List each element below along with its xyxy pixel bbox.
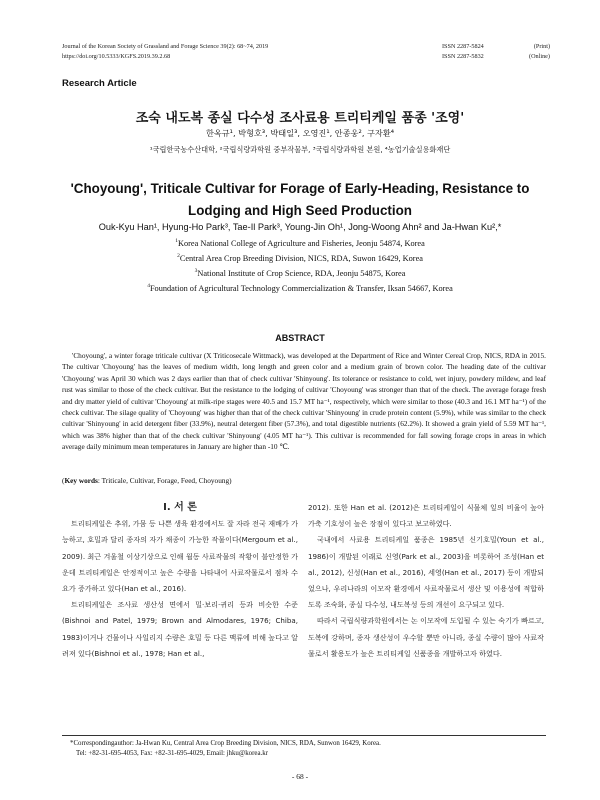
corresponding-author-footnote bbox=[70, 739, 540, 759]
affiliation-2-text: Central Area Crop Breeding Division, NICS, RDA, Suwon 16429, Korea bbox=[179, 254, 423, 263]
journal-citation: Journal of the Korean Society of Grassland and Forage Science 39(2): 68~74, 2019 bbox=[62, 43, 269, 50]
affiliation-2 bbox=[0, 254, 600, 263]
body-column-left bbox=[62, 500, 298, 662]
korean-title: 조숙 내도복 종실 다수성 조사료용 트리티케일 품종 '조영' bbox=[135, 111, 465, 126]
korean-affiliations: ¹국립한국농수산대학, ²국립식량과학원 중부작물부, ³국립식량과학원 본원, ⁴농업기술실용화재단 bbox=[149, 145, 451, 154]
affiliation-4-text: Foundation of Agricultural Technology Commercialization & Transfer, Iksan 54667, Korea bbox=[149, 284, 453, 293]
intro-paragraph-4: 따라서 국립식량과학원에서는 논 이모작에 도입될 수 있는 숙기가 빠르고, 도복에 강하며, 종자 생산성이 우수할 뿐만 아니라, 종실 수량이 많아 사료작물로서 활용도가 높은 트리티케일 신품종을 개발하고자 하였다. bbox=[308, 616, 544, 658]
journal-header bbox=[62, 42, 550, 62]
footnote-line-1: *Correspondingauthor: Ja-Hwan Ku, Central Area Crop Breeding Division, NICS, RDA, Sunwon 16429, Korea. bbox=[70, 740, 381, 747]
page-number: - 68 - bbox=[291, 772, 309, 781]
issn-print-label: (Print) bbox=[533, 43, 550, 50]
keywords: (Key words: Triticale, Cultivar, Forage, Feed, Choyoung) bbox=[62, 476, 232, 485]
footnote-divider bbox=[62, 735, 546, 736]
abstract-heading: ABSTRACT bbox=[275, 333, 325, 343]
body-column-right bbox=[308, 500, 544, 662]
issn-print-number: ISSN 2287-5824 bbox=[442, 43, 484, 50]
issn-online-number: ISSN 2287-5832 bbox=[442, 53, 484, 60]
abstract-body bbox=[62, 350, 546, 453]
affiliation-1 bbox=[0, 239, 600, 248]
english-title: 'Choyoung', Triticale Cultivar for Forage of Early-Heading, Resistance to Lodging and High Seed Production bbox=[70, 181, 530, 218]
affiliation-3-text: National Institute of Crop Science, RDA, Jeonju 54875, Korea bbox=[197, 269, 406, 278]
keywords-label: Key words bbox=[64, 476, 98, 485]
affiliation-1-text: Korea National College of Agriculture and Fisheries, Jeonju 54874, Korea bbox=[177, 239, 425, 248]
intro-paragraph-3: 국내에서 사료용 트리티케일 품종은 1985년 신기호밀(Youn et al., 1986)이 개발된 이래로 신영(Park et al., 2003)을 비롯하여 조성(Han et al., 2012), 신성(Han et al., 2016), 세영(Han et al., 2017) 등이 개발되었으나, 우리나라의 이모작 환경에서 사료작물로서 생산 및 이용성에 적합하도록 조숙화, 종실 다수성, 내도복성 등의 개선이 요구되고 있다. bbox=[308, 535, 544, 610]
keywords-list: : Triticale, Cultivar, Forage, Feed, Choyoung) bbox=[97, 476, 232, 485]
korean-authors: 한옥규¹, 박형호³, 박태일³, 오영진¹, 안종웅², 구자환⁴ bbox=[205, 128, 395, 138]
footnote-line-2: Tel: +82-31-695-4053, Fax: +82-31-695-4029, Email: jhku@korea.kr bbox=[76, 750, 268, 757]
article-type: Research Article bbox=[62, 78, 137, 89]
affiliation-1-number: 1 bbox=[175, 238, 178, 245]
affiliation-4 bbox=[0, 284, 600, 293]
affiliation-3 bbox=[0, 269, 600, 278]
affiliation-4-number: 4 bbox=[147, 283, 150, 290]
issn-online-label: (Online) bbox=[529, 53, 550, 60]
affiliation-2-number: 2 bbox=[177, 253, 180, 260]
affiliation-3-number: 3 bbox=[194, 268, 198, 275]
doi-link[interactable]: https://doi.org/10.5333/KGFS.2019.39.2.68 bbox=[62, 53, 171, 60]
english-authors: Ouk-Kyu Han¹, Hyung-Ho Park³, Tae-Il Park³, Young-Jin Oh¹, Jong-Woong Ahn² and Ja-Hwan Ku²,* bbox=[98, 222, 502, 232]
intro-paragraph-2: 트리티케일은 조사료 생산성 면에서 밀·보리·귀리 등과 비슷한 수준(Bishnoi and Patel, 1979; Brown and Almodares, 1976; Chiba, 1983)이거나 건물이나 사일리지 수량은 호밀 등 다른 맥류에 비해 높다고 알려져 있다(Bishnoi et al., 1978; Han et al., bbox=[62, 600, 298, 658]
intro-paragraph-2-cont: 2012). 또한 Han et al. (2012)은 트리티케일이 식물체 잎의 비율이 높아 가축 기호성이 높은 장점이 있다고 보고하였다. bbox=[308, 503, 544, 529]
abstract-text: 'Choyoung', a winter forage triticale cultivar (X Triticosecale Wittmack), was developed at the Department of Rice and Winter Cereal Crop, NICS, RDA in 2015. The cultivar 'Choyoung' has the leaves of medium width, long length and green color and a medium grain of brown color. The heading date of the cultivar 'Choyoung' was April 30 which was 2 days earlier than that of check cultivar 'Shinyoung'. Its tolerance or resistance to cold, wet injury, powdery mildew, and leaf rust was similar to those of the check cultivar. But the resistance to the lodging of cultivar 'Choyoung' was stronger than that of the check. The average forage fresh and dry matter yield of cultivar 'Choyoung' at milk-ripe stages were 40.5 and 15.7 MT ha⁻¹, respectively, which were similar to those (40.3 and 16.1 MT ha⁻¹) of the check cultivar. The silage quality of 'Choyoung' was higher than that of the check cultivar 'Shinyoung' in crude protein content (5.9%), while was similar to the check cultivar 'Shinyoung' in acid detergent fiber (33.9%), neutral detergent fiber (57.3%), and total digestible nutrients (62.2%). It showed a grain yield of 5.59 MT ha⁻¹, which was 38% higher than that of the check cultivar 'Shinyoung' (4.05 MT ha⁻¹). This cultivar is recommended for fall sowing forage crops in areas in which average daily minimum mean temperatures in January are higher than -10 ℃. bbox=[62, 351, 546, 452]
section-heading-introduction: Ⅰ. 서 론 bbox=[163, 502, 197, 513]
intro-paragraph-1: 트리티케일은 추위, 가뭄 등 나쁜 생육 환경에서도 잘 자라 전국 재배가 가능하고, 호밀과 달리 종자의 자가 채종이 가능한 작물이다(Mergoum et al., 2009). 최근 겨울철 이상기상으로 인해 월동 사료작물의 작황이 불안정한 가운데 트리티케일은 안정적이고 높은 수량을 나타내어 사료작물로서 점차 수요가 증가하고 있다(Han et al., 2016). bbox=[62, 519, 298, 594]
